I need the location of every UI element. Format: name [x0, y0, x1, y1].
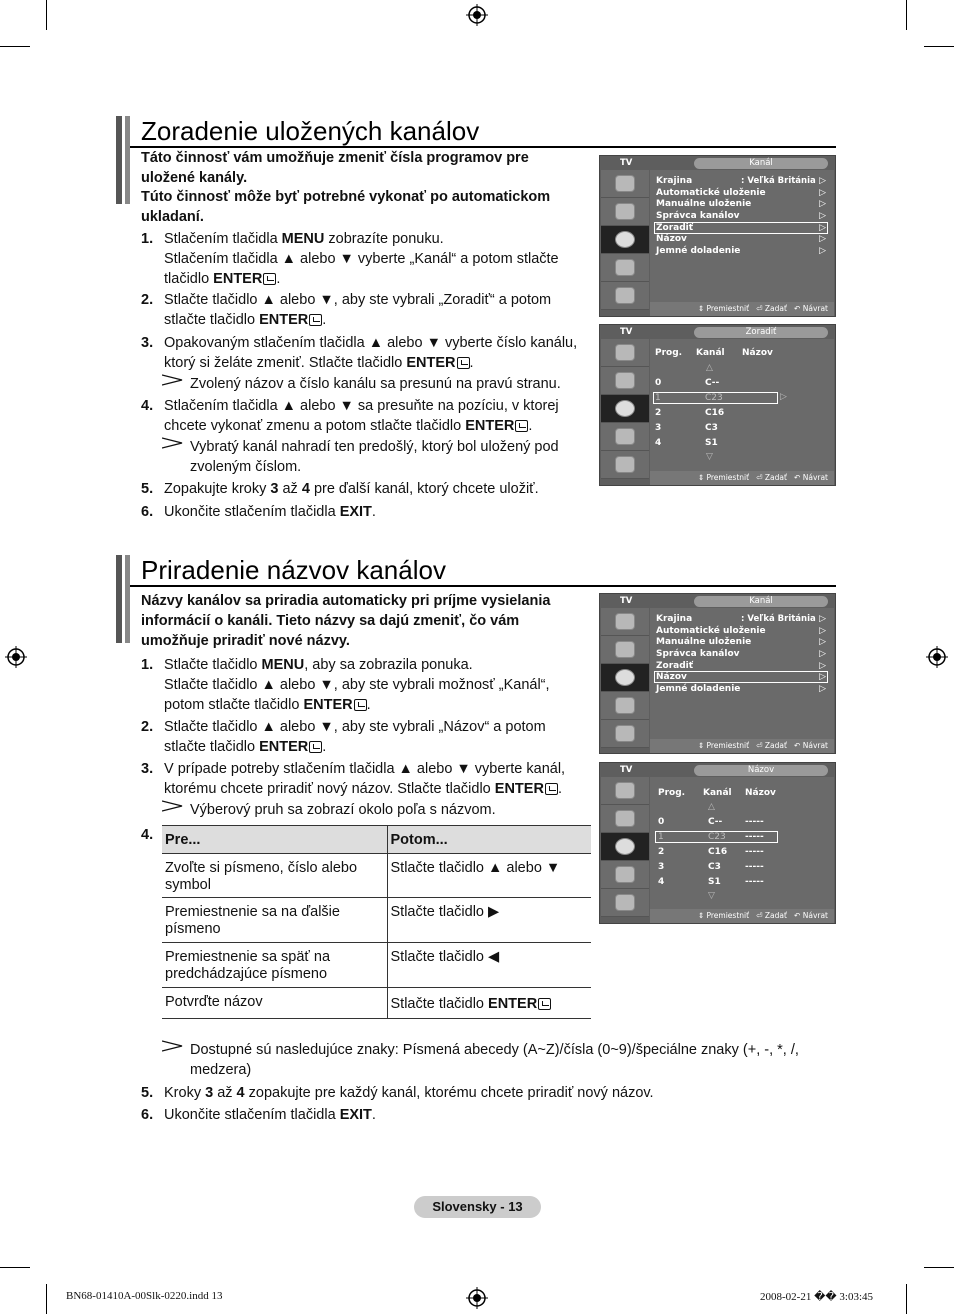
section-rule [130, 585, 836, 587]
table-header-row [162, 826, 591, 854]
selection-highlight [654, 222, 828, 234]
tv-label: TV [620, 158, 633, 168]
name-value: ----- [745, 847, 764, 857]
key-name: ENTER [259, 739, 309, 755]
tv-sidebar [601, 170, 649, 310]
tv-menu-panel [650, 170, 834, 302]
footer-enter: Zadať [764, 473, 787, 482]
note-text: Zvolený názov a číslo kanálu sa presunú na pravú stranu. [190, 376, 561, 392]
channel-value: C3 [705, 423, 718, 433]
step-number: 4. [141, 827, 154, 843]
column-header: Kanál [703, 788, 732, 798]
tv-label: TV [620, 765, 633, 775]
section-rule [130, 146, 836, 148]
step-number: 5. [141, 481, 154, 497]
step-text: Ukončite stlačením tlačidla [164, 1107, 340, 1123]
name-value: ----- [745, 832, 764, 842]
step-1: 1. Stlačte tlačidlo MENU, aby sa zobrazila ponuka. Stlačte tlačidlo ▲ alebo ▼, aby ste vybrali možnosť „Kanál“, potom stlačte tlačidlo ENTER . [141, 657, 550, 713]
key-name: ENTER [406, 355, 456, 371]
step-3: 3. Opakovaným stlačením tlačidla ▲ alebo ▼ vyberte číslo kanálu, ktorý si želáte zmeniť. Stlačte tlačidlo ENTER . [141, 335, 578, 371]
step-number: 5. [141, 1085, 154, 1101]
section-bar [116, 116, 122, 204]
footer-return: Návrat [802, 741, 828, 750]
note-arrow-icon [162, 437, 184, 449]
tv-menu-title: Názov [694, 765, 828, 776]
selection-highlight [654, 671, 828, 683]
arrow-right-icon: ▷ [819, 223, 826, 233]
tv-menu-header [600, 156, 835, 170]
column-header: Prog. [655, 348, 683, 358]
table-header: Potom... [387, 826, 591, 854]
step-ref: 3 [270, 481, 279, 497]
sound-icon [601, 198, 649, 226]
channel-value: C16 [705, 408, 725, 418]
channel-value: C23 [708, 832, 726, 842]
menu-item[interactable]: Zoradiť [656, 223, 694, 233]
step-number: 3. [141, 335, 154, 351]
menu-item[interactable]: Automatické uloženie [656, 626, 766, 636]
name-value: ----- [745, 817, 764, 827]
section-bar [125, 555, 130, 643]
step-number: 2. [141, 719, 154, 735]
step-text: Kroky [164, 1085, 206, 1101]
enter-icon [309, 741, 322, 753]
tv-menu-title: Kanál [694, 596, 828, 607]
prog-number: 2 [655, 408, 662, 418]
setup-icon [601, 423, 649, 451]
crop-mark [924, 1267, 954, 1268]
step-ref: 4 [236, 1085, 245, 1101]
arrow-right-icon: ▷ [819, 661, 826, 671]
column-header: Názov [742, 348, 773, 358]
step-text: . [371, 1107, 376, 1123]
key-name: ENTER [259, 312, 309, 328]
step-1: 1. Stlačením tlačidla MENU zobrazíte ponuku. Stlačením tlačidla ▲ alebo ▼ vyberte „Kanál“ a potom stlačte tlačidlo ENTER . [141, 231, 559, 287]
crop-mark [0, 1267, 30, 1268]
country-value: : Veľká Británia [741, 176, 816, 186]
step-2: 2. Stlačte tlačidlo ▲ alebo ▼, aby ste vybrali „Zoradiť“ a potom stlačte tlačidlo ENTER . [141, 292, 552, 328]
column-header: Názov [745, 788, 776, 798]
channel-icon [601, 226, 649, 254]
step-text: pre ďalší kanál, ktorý chcete uložiť. [309, 481, 539, 497]
selection-highlight [653, 392, 778, 404]
table-cell [387, 988, 591, 1019]
arrow-right-icon: ▷ [819, 199, 826, 209]
tv-menu-panel [650, 608, 834, 739]
table-cell: Zvoľte si písmeno, číslo alebo symbol [162, 854, 387, 898]
cell-text: Stlačte tlačidlo [390, 996, 489, 1012]
channel-value: C-- [705, 378, 720, 388]
note-arrow-icon [162, 374, 184, 386]
menu-item[interactable]: Názov [656, 234, 687, 244]
crop-mark [46, 0, 47, 30]
menu-item[interactable]: Zoradiť [656, 661, 694, 671]
menu-item[interactable]: Správca kanálov [656, 649, 740, 659]
arrow-right-icon: ▷ [819, 637, 826, 647]
note-text: Dostupné sú nasledujúce znaky: Písmená abecedy (A~Z)/čísla (0~9)/špeciálne znaky (+, -, *, /, medzera) [190, 1042, 799, 1078]
column-header: Kanál [696, 348, 725, 358]
section-intro [141, 149, 581, 227]
menu-item[interactable]: Manuálne uloženie [656, 199, 752, 209]
tv-menu-panel [650, 777, 834, 909]
table-row [162, 898, 591, 943]
menu-item[interactable]: Manuálne uloženie [656, 637, 752, 647]
key-table [162, 825, 591, 1019]
picture-icon [601, 777, 649, 805]
tv-menu-footer: ⇕ Premiestniť ⏎ Zadať ↶ Návrat [650, 909, 834, 923]
tv-menu-sort [599, 324, 836, 486]
key-name: MENU [281, 231, 325, 247]
name-value: ----- [745, 877, 764, 887]
note [162, 374, 592, 394]
scroll-up-icon[interactable]: △ [708, 802, 715, 812]
table-row [162, 854, 591, 898]
arrow-right-icon: ▷ [819, 234, 826, 244]
table-row [162, 943, 591, 988]
picture-icon [601, 170, 649, 198]
step-text: zopakujte pre každý kanál, ktorému chcete priradiť nový názov. [244, 1085, 654, 1101]
section-bar [125, 116, 130, 204]
step-text: Stlačte tlačidlo ▲ alebo ▼, aby ste vybrali „Zoradiť“ a potom stlačte tlačidlo [164, 292, 552, 328]
step-number: 3. [141, 761, 154, 777]
note [162, 1040, 812, 1080]
prog-number: 1 [655, 393, 661, 403]
step-text: V prípade potreby stlačením tlačidla ▲ alebo ▼ vyberte kanál, ktorému chcete priradiť nový názov. Stlačte tlačidlo [164, 761, 566, 797]
menu-item-country[interactable]: Krajina : Veľká Británia [656, 176, 816, 186]
key-name: ENTER [494, 781, 544, 797]
step-2: 2. Stlačte tlačidlo ▲ alebo ▼, aby ste vybrali „Názov“ a potom stlačte tlačidlo ENTER . [141, 719, 546, 755]
channel-value: S1 [705, 438, 718, 448]
input-icon [601, 720, 649, 748]
registration-mark-icon [926, 646, 948, 668]
footer-enter: Zadať [764, 304, 787, 313]
enter-icon [354, 699, 367, 711]
sound-icon [601, 367, 649, 395]
prog-number: 0 [658, 817, 665, 827]
intro-line: Túto činnosť môže byť potrebné vykonať po automatickom ukladaní. [141, 189, 551, 225]
file-slug: BN68-01410A-00Slk-0220.indd 13 [66, 1290, 223, 1302]
sound-icon [601, 805, 649, 833]
crop-mark [0, 46, 30, 47]
menu-item-country[interactable]: Krajina : Veľká Británia [656, 614, 816, 624]
channel-icon [601, 395, 649, 423]
prog-number: 4 [658, 877, 665, 887]
arrow-right-icon: ▷ [819, 626, 826, 636]
step-number: 6. [141, 1107, 154, 1123]
step-text: Stlačte tlačidlo ▲ alebo ▼, aby ste vybrali možnosť „Kanál“, potom stlačte tlačidlo [164, 677, 550, 713]
channel-value: C-- [708, 817, 723, 827]
step-text: Stlačte tlačidlo ▲ alebo ▼, aby ste vybrali „Názov“ a potom stlačte tlačidlo [164, 719, 546, 755]
intro-line: Táto činnosť vám umožňuje zmeniť čísla programov pre uložené kanály. [141, 150, 529, 186]
prog-number: 0 [655, 378, 662, 388]
table-row [162, 988, 591, 1019]
step-text: zobrazíte ponuku. [324, 231, 444, 247]
footer-move: Premiestniť [706, 304, 750, 313]
step-text: Stlačte tlačidlo [164, 657, 262, 673]
step-text: Stlačením tlačidla [164, 231, 282, 247]
key-name: ENTER [213, 271, 263, 287]
tv-menu-header [600, 325, 835, 339]
crop-mark [906, 0, 907, 30]
prog-number: 3 [658, 862, 665, 872]
tv-menu-title: Kanál [694, 158, 828, 169]
step-ref: 4 [301, 481, 310, 497]
footer-move: Premiestniť [706, 741, 750, 750]
tv-menu-channel [599, 593, 836, 754]
table-cell: Premiestnenie sa späť na predchádzajúce písmeno [162, 943, 387, 988]
step-text: , aby sa zobrazila ponuka. [304, 657, 473, 673]
table-cell: Stlačte tlačidlo ◀ [387, 943, 591, 988]
sound-icon [601, 636, 649, 664]
page-label: Slovensky - 13 [414, 1196, 541, 1218]
section-bar [116, 555, 122, 643]
enter-icon [515, 420, 528, 432]
key-name: EXIT [339, 1107, 372, 1123]
table-cell: Premiestnenie sa na ďalšie písmeno [162, 898, 387, 943]
scroll-down-icon[interactable]: ▽ [708, 891, 715, 901]
input-icon [601, 889, 649, 917]
channel-value: C3 [708, 862, 721, 872]
arrow-right-icon: ▷ [819, 649, 826, 659]
scroll-up-icon[interactable]: △ [706, 363, 713, 373]
tv-menu-footer: ⇕ Premiestniť ⏎ Zadať ↶ Návrat [650, 739, 834, 753]
tv-sidebar [601, 608, 649, 748]
note-text: Výberový pruh sa zobrazí okolo poľa s názvom. [190, 802, 496, 818]
tv-sidebar [601, 777, 649, 917]
arrow-right-icon: ▷ [819, 246, 826, 256]
arrow-right-icon: ▷ [819, 211, 826, 221]
enter-icon [538, 998, 551, 1010]
step-5 [141, 1083, 741, 1103]
setup-icon [601, 692, 649, 720]
step-number: 4. [141, 398, 154, 414]
arrow-right-icon: ▷ [780, 392, 787, 402]
note-arrow-icon [162, 800, 184, 812]
key-name: EXIT [339, 504, 372, 520]
channel-value: C16 [708, 847, 728, 857]
step-text: . [371, 504, 376, 520]
enter-icon [457, 357, 470, 369]
tv-menu-footer: ⇕ Premiestniť ⏎ Zadať ↶ Návrat [650, 302, 834, 316]
menu-item[interactable]: Názov [656, 672, 687, 682]
key-name: ENTER [465, 418, 515, 434]
tv-label: TV [620, 327, 633, 337]
selection-highlight [655, 831, 778, 843]
step-text: až [278, 481, 302, 497]
step-text: Opakovaným stlačením tlačidla ▲ alebo ▼ vyberte číslo kanálu, ktorý si želáte zmeniť. Stlačte tlačidlo [164, 335, 578, 371]
step-number: 1. [141, 231, 154, 247]
prog-number: 1 [658, 832, 664, 842]
step-number: 6. [141, 504, 154, 520]
step-text: Stlačením tlačidla ▲ alebo ▼ sa presuňte na pozíciu, v ktorej chcete vykonať zmenu a potom stlačte tlačidlo [164, 398, 559, 434]
enter-icon [309, 314, 322, 326]
step-6 [141, 502, 591, 522]
country-value: : Veľká Británia [741, 614, 816, 624]
step-ref: 3 [205, 1085, 214, 1101]
prog-number: 2 [658, 847, 665, 857]
key-name: ENTER [488, 996, 538, 1012]
footer-return: Návrat [802, 473, 828, 482]
key-name: MENU [261, 657, 305, 673]
note-arrow-icon [162, 1040, 184, 1052]
enter-icon [263, 273, 276, 285]
tv-menu-header [600, 763, 835, 777]
step-5 [141, 479, 591, 499]
column-header: Prog. [658, 788, 686, 798]
footer-enter: Zadať [764, 911, 787, 920]
tv-menu-name [599, 762, 836, 924]
input-icon [601, 282, 649, 310]
crop-mark [924, 46, 954, 47]
step-text: Stlačením tlačidla ▲ alebo ▼ vyberte „Kanál“ a potom stlačte tlačidlo [164, 251, 559, 287]
footer-move: Premiestniť [706, 911, 750, 920]
footer-enter: Zadať [764, 741, 787, 750]
step-4: 4. Stlačením tlačidla ▲ alebo ▼ sa presuňte na pozíciu, v ktorej chcete vykonať zmenu a potom stlačte tlačidlo ENTER . [141, 398, 559, 434]
channel-icon [601, 833, 649, 861]
picture-icon [601, 339, 649, 367]
tv-sidebar [601, 339, 649, 479]
step-text: Zopakujte kroky [164, 481, 271, 497]
section-intro: Názvy kanálov sa priradia automaticky pri príjme vysielania informácií o kanáli. Tieto názvy sa dajú zmeniť, čo vám umožňuje priradiť nové názvy. [141, 593, 551, 649]
arrow-right-icon: ▷ [819, 188, 826, 198]
table-cell: Potvrďte názov [162, 988, 387, 1019]
arrow-right-icon: ▷ [819, 672, 826, 682]
setup-icon [601, 861, 649, 889]
name-value: ----- [745, 862, 764, 872]
step-number: 1. [141, 657, 154, 673]
setup-icon [601, 254, 649, 282]
arrow-right-icon: ▷ [819, 614, 826, 624]
footer-move: Premiestniť [706, 473, 750, 482]
section-title: Priradenie názvov kanálov [141, 555, 446, 585]
prog-number: 4 [655, 438, 662, 448]
note-text: Vybratý kanál nahradí ten predošlý, ktorý bol uložený pod zvoleným číslom. [190, 439, 559, 475]
crop-mark [46, 1284, 47, 1314]
arrow-right-icon: ▷ [819, 176, 826, 186]
registration-mark-icon [466, 1287, 488, 1309]
tv-menu-header [600, 594, 835, 608]
tv-menu-channel [599, 155, 836, 317]
menu-item[interactable]: Jemné doladenie [656, 246, 741, 256]
step-number: 2. [141, 292, 154, 308]
step-text: až [213, 1085, 237, 1101]
enter-icon [545, 783, 558, 795]
step-6 [141, 1105, 591, 1125]
input-icon [601, 451, 649, 479]
tv-menu-panel [650, 339, 834, 471]
table-cell: Stlačte tlačidlo ▶ [387, 898, 591, 943]
scroll-down-icon[interactable]: ▽ [706, 452, 713, 462]
menu-item[interactable]: Správca kanálov [656, 211, 740, 221]
step-3: 3. V prípade potreby stlačením tlačidla ▲ alebo ▼ vyberte kanál, ktorému chcete priradiť nový názov. Stlačte tlačidlo ENTER . [141, 761, 566, 797]
step-text: Ukončite stlačením tlačidla [164, 504, 340, 520]
channel-icon [601, 664, 649, 692]
menu-item[interactable]: Automatické uloženie [656, 188, 766, 198]
registration-mark-icon [5, 646, 27, 668]
tv-label: TV [620, 596, 633, 606]
footer-return: Návrat [802, 911, 828, 920]
section-title: Zoradenie uložených kanálov [141, 116, 480, 146]
note [162, 437, 592, 477]
menu-item[interactable]: Jemné doladenie [656, 684, 741, 694]
tv-menu-title: Zoradiť [694, 327, 828, 338]
note [162, 800, 592, 820]
key-name: ENTER [303, 697, 353, 713]
arrow-right-icon: ▷ [819, 684, 826, 694]
prog-number: 3 [655, 423, 662, 433]
footer-return: Návrat [802, 304, 828, 313]
picture-icon [601, 608, 649, 636]
registration-mark-icon [466, 4, 488, 26]
date-slug: 2008-02-21 �� 3:03:45 [760, 1291, 873, 1303]
tv-menu-footer: ⇕ Premiestniť ⏎ Zadať ↶ Návrat [650, 471, 834, 485]
table-cell: Stlačte tlačidlo ▲ alebo ▼ [387, 854, 591, 898]
crop-mark [906, 1284, 907, 1314]
table-header: Pre... [162, 826, 387, 854]
channel-value: C23 [705, 393, 723, 403]
channel-value: S1 [708, 877, 721, 887]
